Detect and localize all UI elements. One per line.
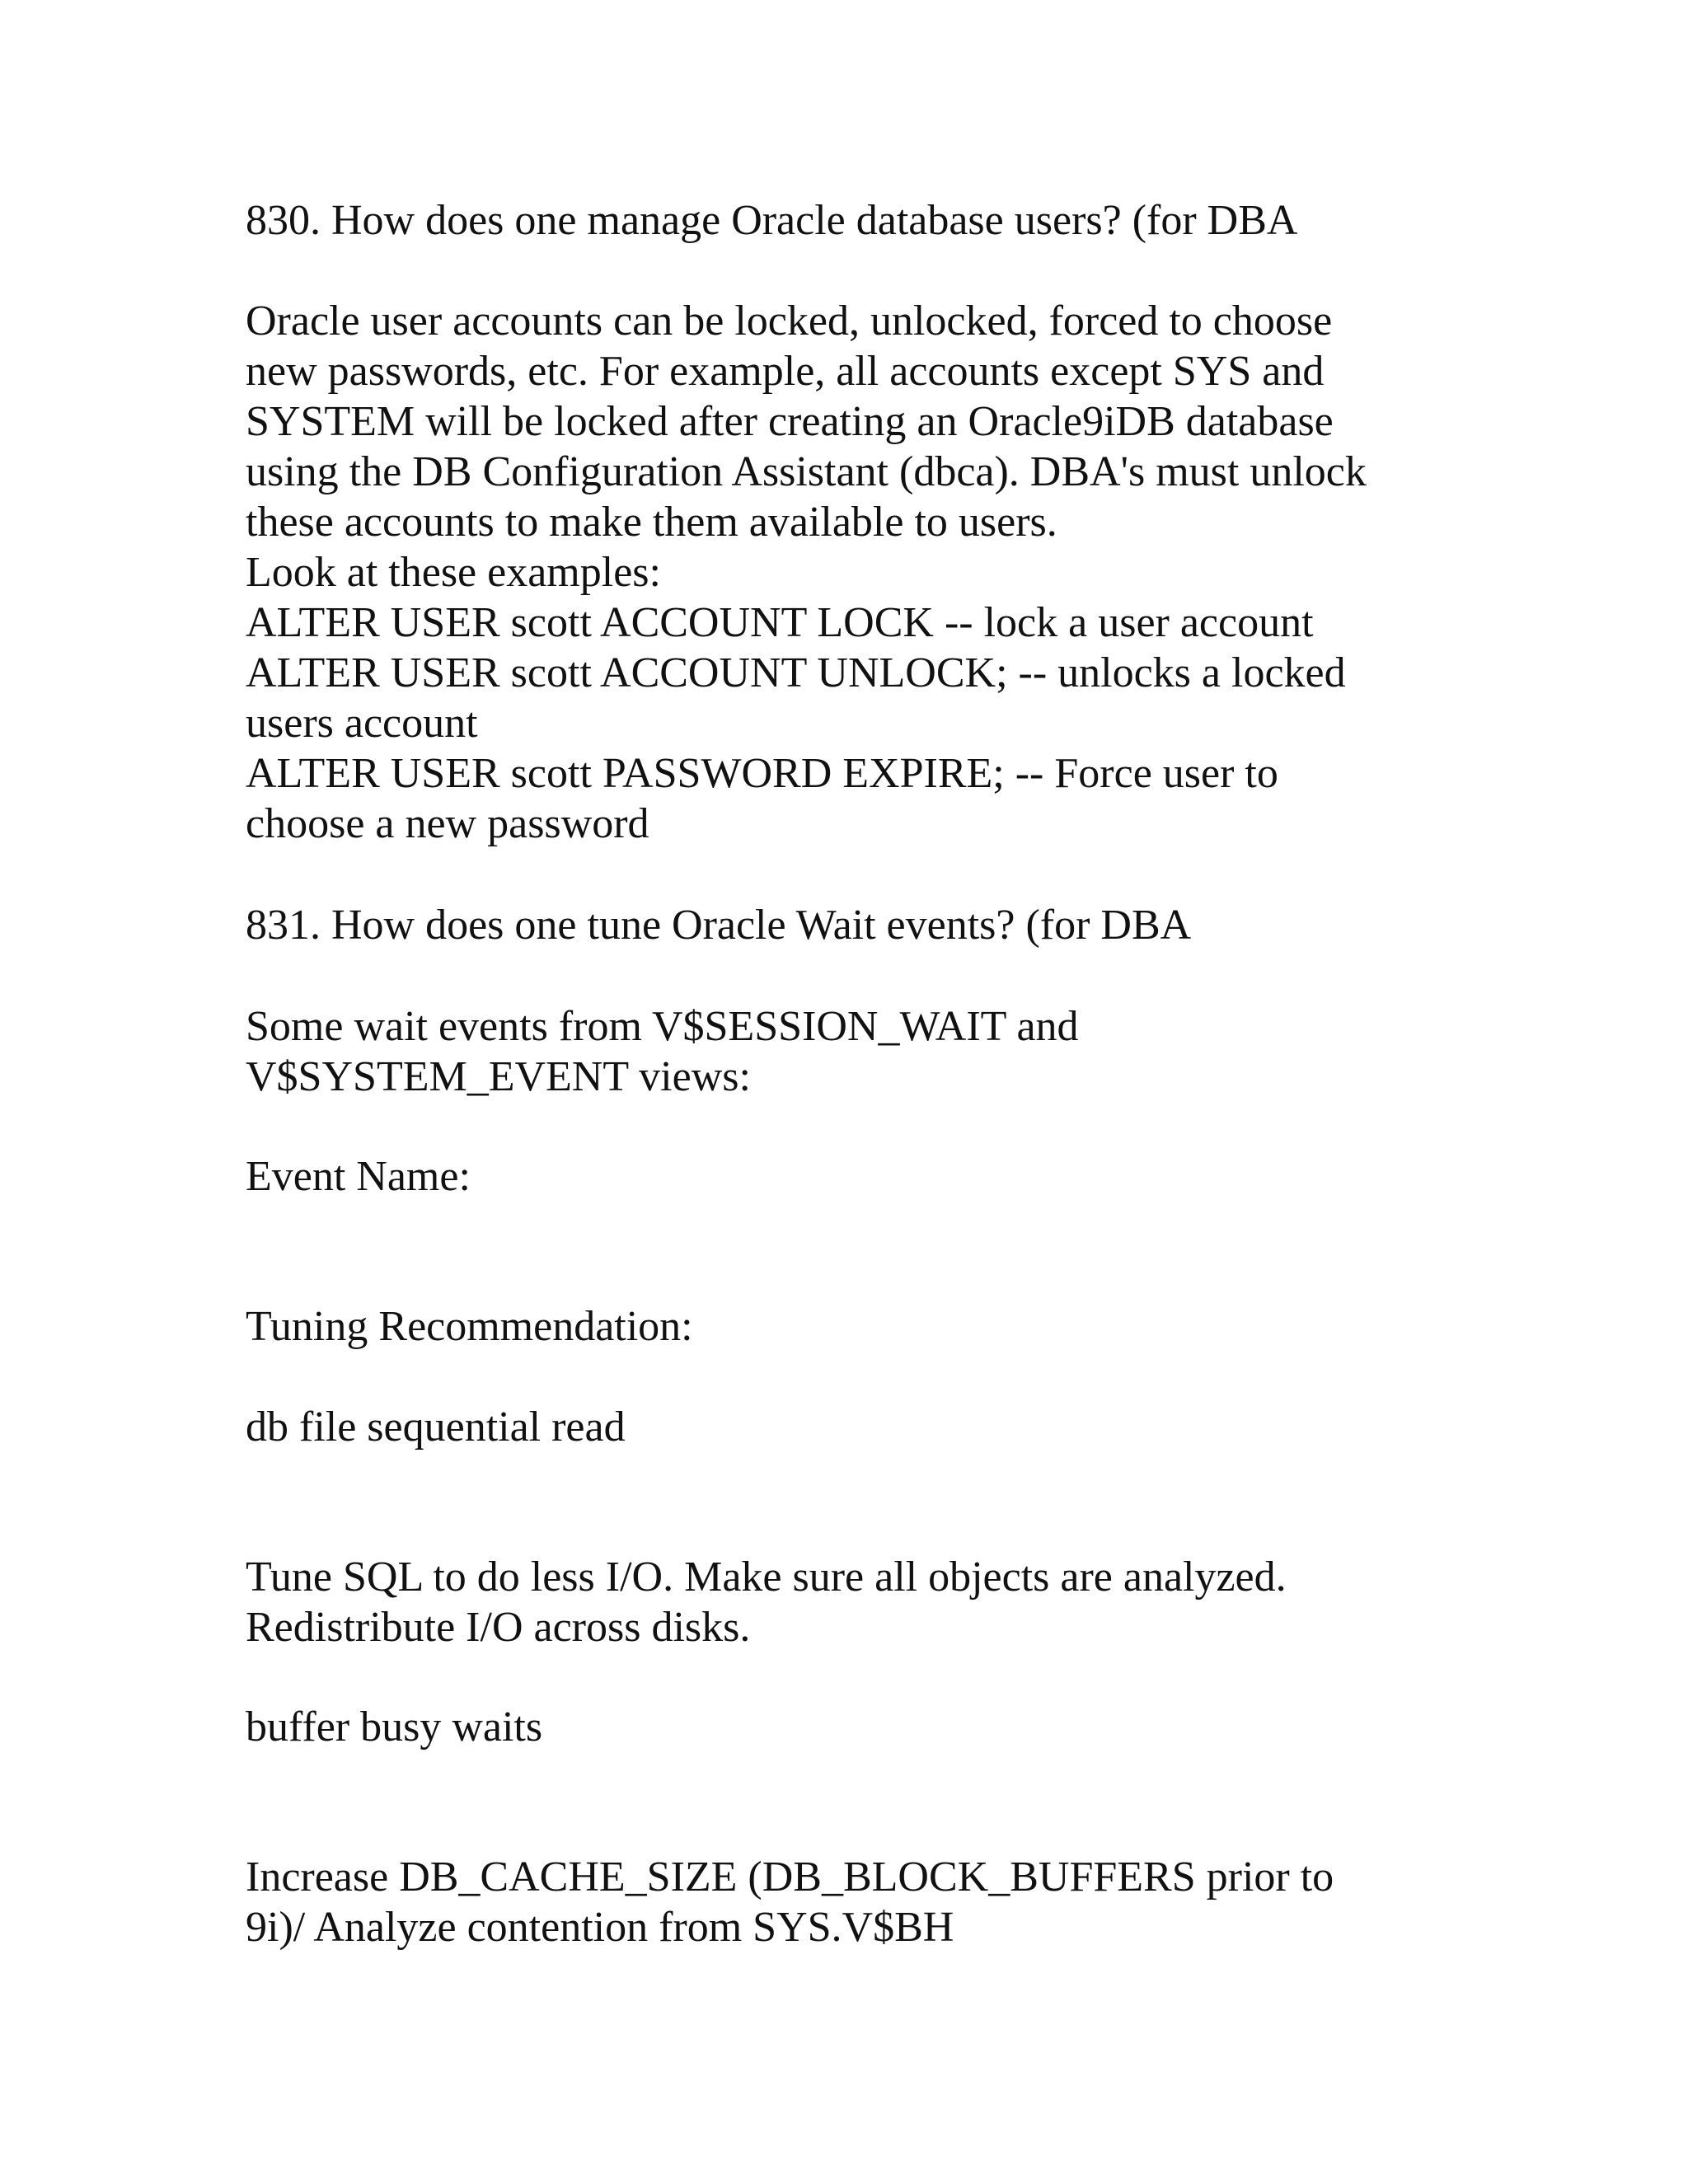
q830-body-line-4: using the DB Configuration Assistant (dbca). DBA's must unlock bbox=[246, 448, 1367, 495]
q830-body-line-3: SYSTEM will be locked after creating an Oracle9iDB database bbox=[246, 398, 1334, 445]
recommendation-1-line-2: Redistribute I/O across disks. bbox=[246, 1604, 751, 1651]
q830-body-line-2: new passwords, etc. For example, all accounts except SYS and bbox=[246, 348, 1325, 395]
q830-body-line-9: users account bbox=[246, 700, 478, 747]
q830-body-line-5: these accounts to make them available to users. bbox=[246, 499, 1057, 546]
recommendation-1-line-1: Tune SQL to do less I/O. Make sure all objects are analyzed. bbox=[246, 1554, 1287, 1601]
event-name-label: Event Name: bbox=[246, 1153, 471, 1200]
q830-body-line-1: Oracle user accounts can be locked, unlocked, forced to choose bbox=[246, 298, 1333, 344]
q831-intro-line-2: V$SYSTEM_EVENT views: bbox=[246, 1053, 751, 1100]
q830-body-line-11: choose a new password bbox=[246, 800, 649, 847]
q830-body-line-6: Look at these examples: bbox=[246, 549, 661, 596]
question-830-heading: 830. How does one manage Oracle database users? (for DBA bbox=[246, 197, 1298, 244]
event-name-db-file-sequential-read: db file sequential read bbox=[246, 1404, 626, 1451]
question-831-heading: 831. How does one tune Oracle Wait events? (for DBA bbox=[246, 902, 1192, 949]
recommendation-2-line-2: 9i)/ Analyze contention from SYS.V$BH bbox=[246, 1904, 954, 1951]
q830-body-line-8: ALTER USER scott ACCOUNT UNLOCK; -- unlocks a locked bbox=[246, 649, 1346, 696]
q830-body-line-10: ALTER USER scott PASSWORD EXPIRE; -- Force user to bbox=[246, 750, 1278, 797]
q831-intro-line-1: Some wait events from V$SESSION_WAIT and bbox=[246, 1003, 1079, 1050]
recommendation-2-line-1: Increase DB_CACHE_SIZE (DB_BLOCK_BUFFERS prior to bbox=[246, 1854, 1334, 1900]
event-name-buffer-busy-waits: buffer busy waits bbox=[246, 1704, 543, 1750]
q830-body-line-7: ALTER USER scott ACCOUNT LOCK -- lock a user account bbox=[246, 599, 1314, 646]
tuning-recommendation-label: Tuning Recommendation: bbox=[246, 1303, 693, 1350]
